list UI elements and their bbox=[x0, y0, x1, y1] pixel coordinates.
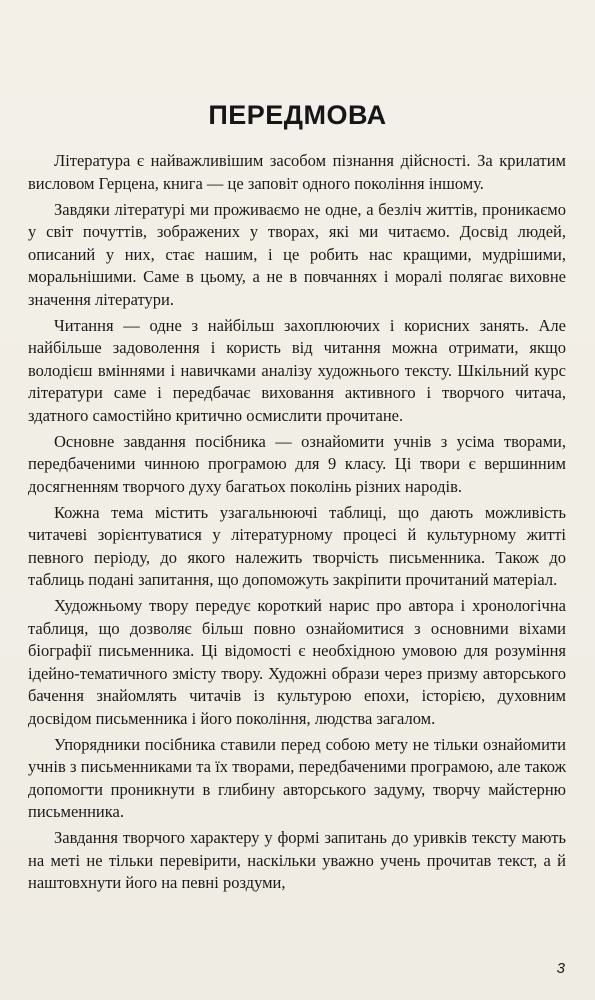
paragraph: Читання — одне з найбільш захоплюючих і корисних занять. Але найбільше задоволення і користь від читання можна отримати, якщо володієш вміннями і навичками аналізу художнього тексту. Шкільний курс літератури саме і передбачає виховання активного і творчого читача, здатного самостійно критично осмислити прочитане. bbox=[28, 315, 566, 425]
paragraph: Література є найважливішим засобом пізнання дійсності. За крилатим висловом Герцена, книга — це заповіт одного покоління іншому. bbox=[28, 151, 566, 193]
paragraph: Основне завдання посібника — ознайомити учнів з усіма творами, передбаченими чинною програмою для 9 класу. Ці твори є вершинним досягненням творчого духу багатьох поколінь різних народів. bbox=[28, 431, 566, 496]
paragraph: Завдання творчого характеру у формі запитань до уривків тексту мають на меті не тільки перевірити, наскільки уважно учень прочитав текст, а й наштовхнути його на певні роздуми, bbox=[28, 828, 566, 892]
page-title: ПЕРЕДМОВА bbox=[208, 100, 387, 130]
paragraph: Упорядники посібника ставили перед собою мету не тільки ознайомити учнів з письменниками та їх творами, передбаченими програмою, але також допомогти проникнути в глибину авторського задуму, творчу майстерню письменника. bbox=[28, 734, 566, 821]
page-number: 3 bbox=[556, 960, 565, 977]
paragraph: Художньому твору передує короткий нарис про автора і хронологічна таблиця, що дозволяє більш повно ознайомитися з основними віхами біографії письменника. Ці відомості є необхідною умовою для розуміння ідейно-тематичного змісту твору. Художні образи через призму авторського бачення знайомлять читачів із культурою епохи, історією, духовним досвідом письменника і його покоління, людства загалом. bbox=[28, 596, 566, 728]
preface-text bbox=[28, 150, 566, 898]
paragraph: Завдяки літературі ми проживаємо не одне, а безліч життів, проникаємо у світ почуттів, зображених у творах, які ми читаємо. Досвід людей, описаний у них, стає нашим, і це робить нас кращими, мудрішими, моральнішими. Саме в цьому, а не в повчаннях і моралі полягає виховне значення літератури. bbox=[28, 199, 566, 309]
paragraph: Кожна тема містить узагальнюючі таблиці, що дають можливість читачеві зорієнтуватися у літературному процесі й культурному житті певного періоду, до якого належить творчість письменника. Також до таблиць подані запитання, що допоможуть закріпити прочитаний матеріал. bbox=[28, 502, 566, 589]
